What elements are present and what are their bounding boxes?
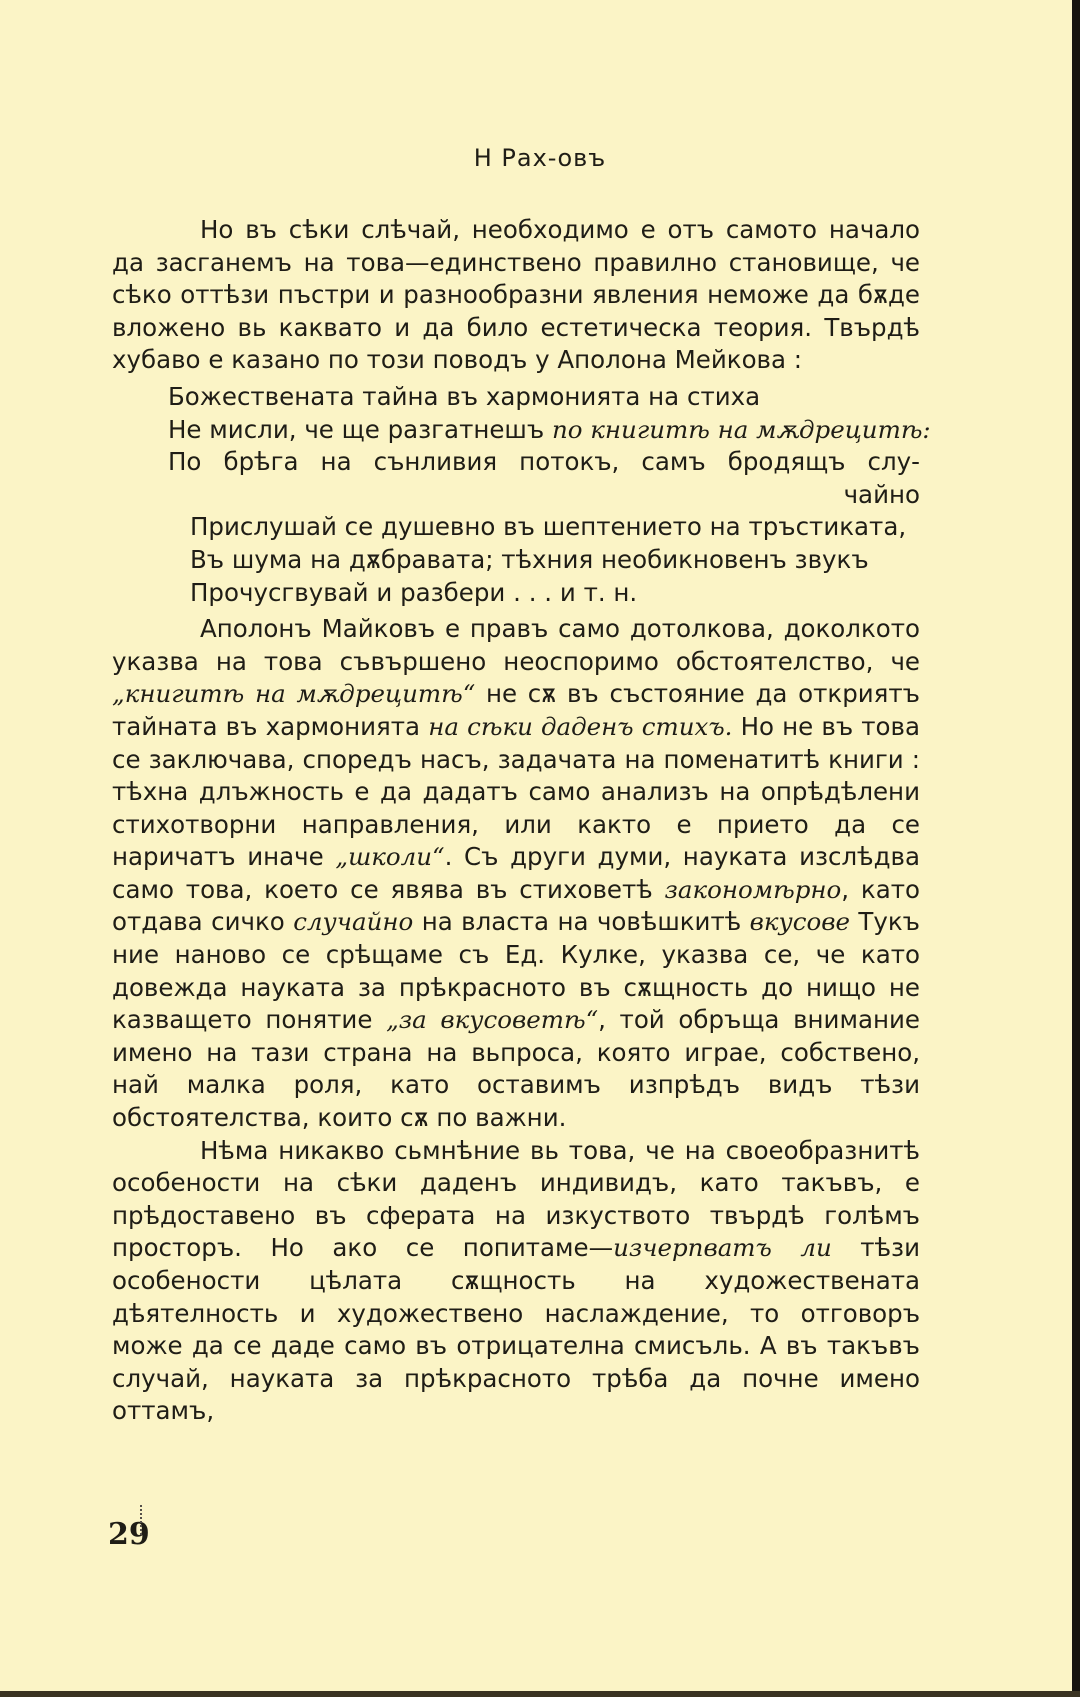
paragraph-text: , той обръща внимание имено на тази страна на вьпроса, която играе, собствено, най малка роля, като оставимъ изпрѣдъ видъ тѣзи обстоятелства, които сѫ по важни. <box>112 1005 920 1133</box>
paragraph-text: на власта на човѣшкитѣ <box>413 907 750 937</box>
paragraph-text: Но въ сѣки слѣчай, необходимо е отъ самото начало да засганемъ на това—единствено правилно становище, че сѣко оттѣзи пъстри и разнообразни явления неможе да бѫде вложено вь каквато и да било естетическа теория. Твърдѣ хубаво е казано по този поводъ у Аполона Мейкова : <box>112 215 920 375</box>
poem-line-text: Не мисли, че ще разгатнешъ <box>168 414 552 444</box>
paragraph-text: Нѣма никакво сьмнѣние вь това, че на своеобразнитѣ особености на сѣки даденъ индивидъ, като такъвъ, е прѣдоставено въ сферата на изкуството твърдѣ голѣмъ просторъ. Но ако се попитаме— <box>112 1135 920 1263</box>
page-body <box>112 214 931 1428</box>
paragraph-text: Тукъ ние наново се срѣщаме съ Ед. Кулке, указва се, че като довежда науката за прѣкрасното въ сѫщность до нищо не казващето понятие <box>112 907 920 1035</box>
paragraph <box>112 613 920 1135</box>
italic-text: изчерпватъ ли <box>613 1233 832 1263</box>
page-number-mark <box>140 1505 145 1535</box>
poem-italic-text: по книгитѣ на мѫдрецитѣ: <box>551 414 931 444</box>
paragraph <box>112 1135 920 1428</box>
poem-line <box>168 414 931 447</box>
poem-quote <box>168 381 931 511</box>
paragraph-text: не сѫ въ състояние да откриятъ тайната въ хармонията <box>112 679 920 741</box>
italic-text: „школи“ <box>335 842 445 872</box>
italic-text: на сѣки даденъ стихъ. <box>428 711 733 741</box>
poem-line: По брѣга на сънливия потокъ, самъ бродящъ слу- <box>168 447 920 477</box>
poem-quote-continued <box>190 511 920 609</box>
italic-text: „за вкусоветѣ“ <box>386 1005 599 1035</box>
poem-line: Божествената тайна въ хармонията на стиха <box>168 381 761 411</box>
poem-line-continuation: чайно <box>843 479 920 509</box>
paragraph-text: тѣзи особености цѣлата сѫщность на художествената дѣятелность и художествено наслаждение, то отговоръ може да се даде само въ отрицателна смисъль. А въ такъвъ случай, науката за прѣкрасното трѣба да почне имено оттамъ, <box>112 1233 920 1426</box>
paragraph-text: , като отдава сичко <box>112 874 920 937</box>
poem-line: Прислушай се душевно въ шептението на тръстиката, <box>190 512 907 542</box>
page-bottom-edge <box>0 1691 1080 1697</box>
running-header: Н Рах-овъ <box>473 144 607 172</box>
paragraph-text: Аполонъ Майковъ е правъ само дотолкова, доколкото указва на това съвършено неоспоримо обстоятелство, че <box>112 614 920 676</box>
page-number: 29 <box>108 1517 150 1552</box>
italic-text: закономѣрно <box>664 874 842 904</box>
paragraph <box>112 214 920 377</box>
italic-text: вкусове <box>749 907 850 937</box>
paragraph-text: . Съ други думи, науката изслѣдва само това, което се явява въ стиховетѣ <box>112 842 921 904</box>
italic-text: случайно <box>293 907 414 937</box>
page-edge-shadow <box>1072 0 1080 1697</box>
italic-text: „книгитѣ на мѫдрецитѣ“ <box>112 679 476 709</box>
poem-line: Прочусгвувай и разбери . . . и т. н. <box>190 577 638 607</box>
poem-line: Въ шума на дѫбравата; тѣхния необикновенъ звукъ <box>190 544 869 574</box>
paragraph-text: Но не въ това се заключава, спoредъ насъ, задачата на поменатитѣ книги : тѣхна длъжность е да дадатъ само анализъ на опрѣдѣлени стихотворни направления, или както е прието да се наричатъ иначе <box>112 711 921 872</box>
